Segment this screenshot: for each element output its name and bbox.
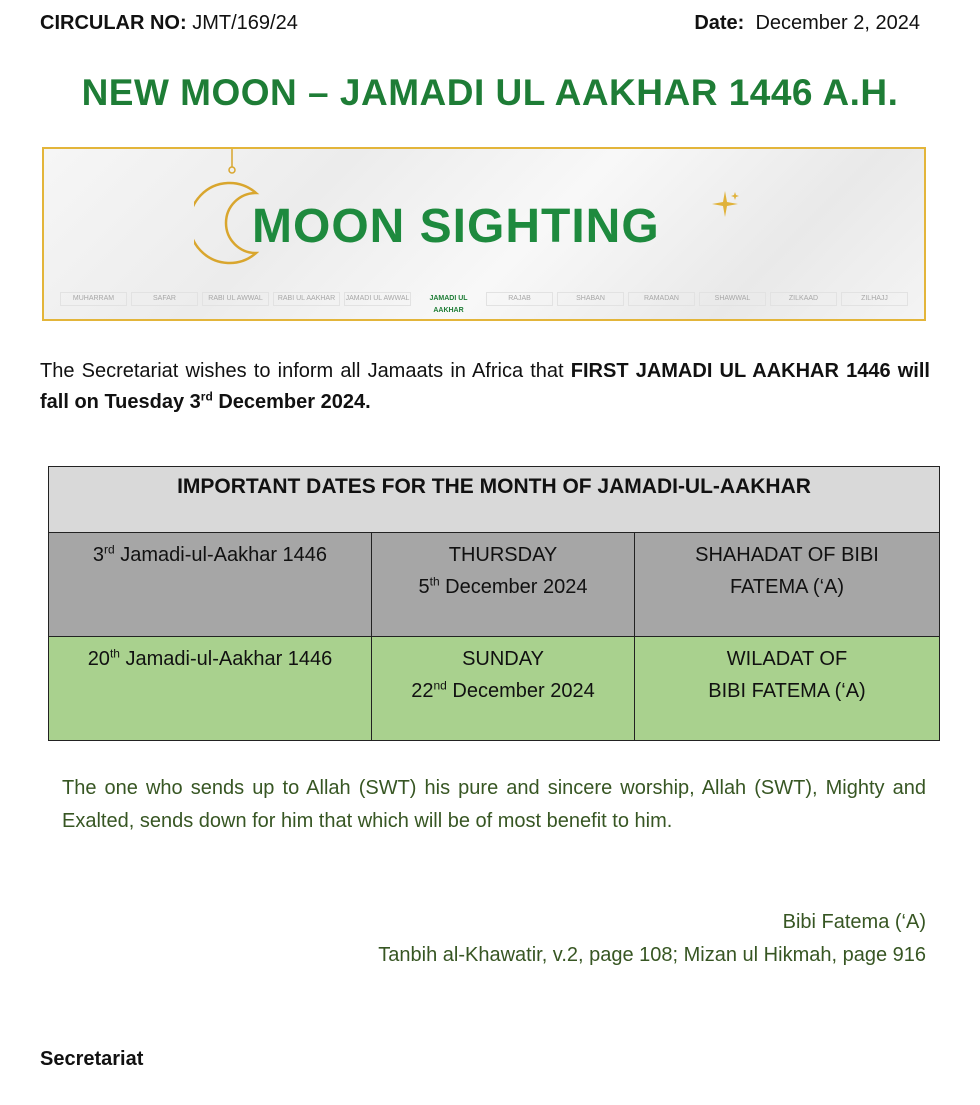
quote-source: Tanbih al-Khawatir, v.2, page 108; Mizan ul Hikmah, page 916 — [378, 944, 926, 966]
important-dates-table — [48, 466, 940, 741]
hijri-sup: rd — [104, 542, 115, 557]
greg-rest: December 2024 — [446, 680, 595, 702]
moon-sighting-banner — [42, 147, 926, 321]
circular-header — [40, 12, 920, 35]
hijri-rest: Jamadi-ul-Aakhar 1446 — [119, 648, 333, 670]
month-label: RABI UL AWWAL — [202, 292, 269, 306]
signature-secretariat: Secretariat — [40, 1048, 144, 1070]
quote-text: The one who sends up to Allah (SWT) his pure and sincere worship, Allah (SWT), Mighty and Exalted, sends down for him that which will be of most benefit to him. — [62, 777, 926, 832]
circular-value: JMT/169/24 — [192, 12, 298, 34]
quote-author: Bibi Fatema (‘A) — [782, 911, 926, 933]
intro-bold-a: FIRST JAMADI UL AAKHAR 1446 will fall on Tuesday 3 — [40, 360, 930, 413]
table-heading: IMPORTANT DATES FOR THE MONTH OF JAMADI-UL-AAKHAR — [49, 467, 940, 533]
event-line-2: FATEMA (‘A) — [729, 576, 845, 598]
month-label: SAFAR — [131, 292, 198, 306]
month-label: SHAWWAL — [699, 292, 766, 306]
greg-num: 5 — [418, 576, 430, 598]
event-line-1: SHAHADAT OF BIBI — [695, 544, 879, 566]
month-label: ZILKAAD — [770, 292, 837, 306]
intro-text: The Secretariat wishes to inform all Jamaats in Africa that — [40, 360, 571, 382]
event-cell — [635, 533, 940, 637]
month-label: SHABAN — [557, 292, 624, 306]
month-label: JAMADI UL AWWAL — [344, 292, 411, 306]
greg-sup: th — [429, 574, 440, 589]
intro-bold-b: December 2024. — [212, 391, 371, 413]
hijri-num: 20 — [87, 648, 110, 670]
hijri-rest: Jamadi-ul-Aakhar 1446 — [114, 544, 328, 566]
hijri-date-cell — [49, 533, 372, 637]
month-label: JAMADI UL AAKHAR — [429, 295, 468, 314]
event-line-2: BIBI FATEMA (‘A) — [708, 680, 866, 702]
greg-num: 22 — [411, 680, 434, 702]
event-cell — [635, 637, 940, 741]
circular-number — [40, 12, 298, 35]
hijri-sup: th — [109, 646, 120, 661]
date-label: Date: — [694, 12, 745, 34]
weekday: SUNDAY — [462, 648, 544, 670]
gregorian-date-cell — [372, 637, 635, 741]
greg-rest: December 2024 — [439, 576, 588, 598]
month-label: RAJAB — [486, 292, 553, 306]
month-label: RABI UL AAKHAR — [273, 292, 340, 306]
greg-sup: nd — [433, 678, 447, 693]
circular-date — [694, 12, 920, 35]
hijri-date-cell — [49, 637, 372, 741]
intro-bold-sup: rd — [200, 389, 213, 404]
month-strip — [58, 292, 910, 314]
event-line-1: WILADAT OF — [726, 648, 848, 670]
weekday: THURSDAY — [448, 544, 558, 566]
hijri-num: 3 — [92, 544, 105, 566]
table-row — [49, 637, 940, 741]
quote-attribution — [378, 906, 926, 972]
banner-title: MOON SIGHTING — [252, 200, 660, 253]
gregorian-date-cell — [372, 533, 635, 637]
page-title: NEW MOON – JAMADI UL AAKHAR 1446 A.H. — [81, 72, 899, 113]
table-row — [49, 533, 940, 637]
month-label: RAMADAN — [628, 292, 695, 306]
month-label: ZILHAJJ — [841, 292, 908, 306]
intro-paragraph — [40, 356, 930, 418]
month-label: MUHARRAM — [60, 292, 127, 306]
circular-label: CIRCULAR NO: — [40, 12, 187, 34]
date-value: December 2, 2024 — [755, 12, 920, 34]
sparkle-icon — [710, 189, 740, 219]
